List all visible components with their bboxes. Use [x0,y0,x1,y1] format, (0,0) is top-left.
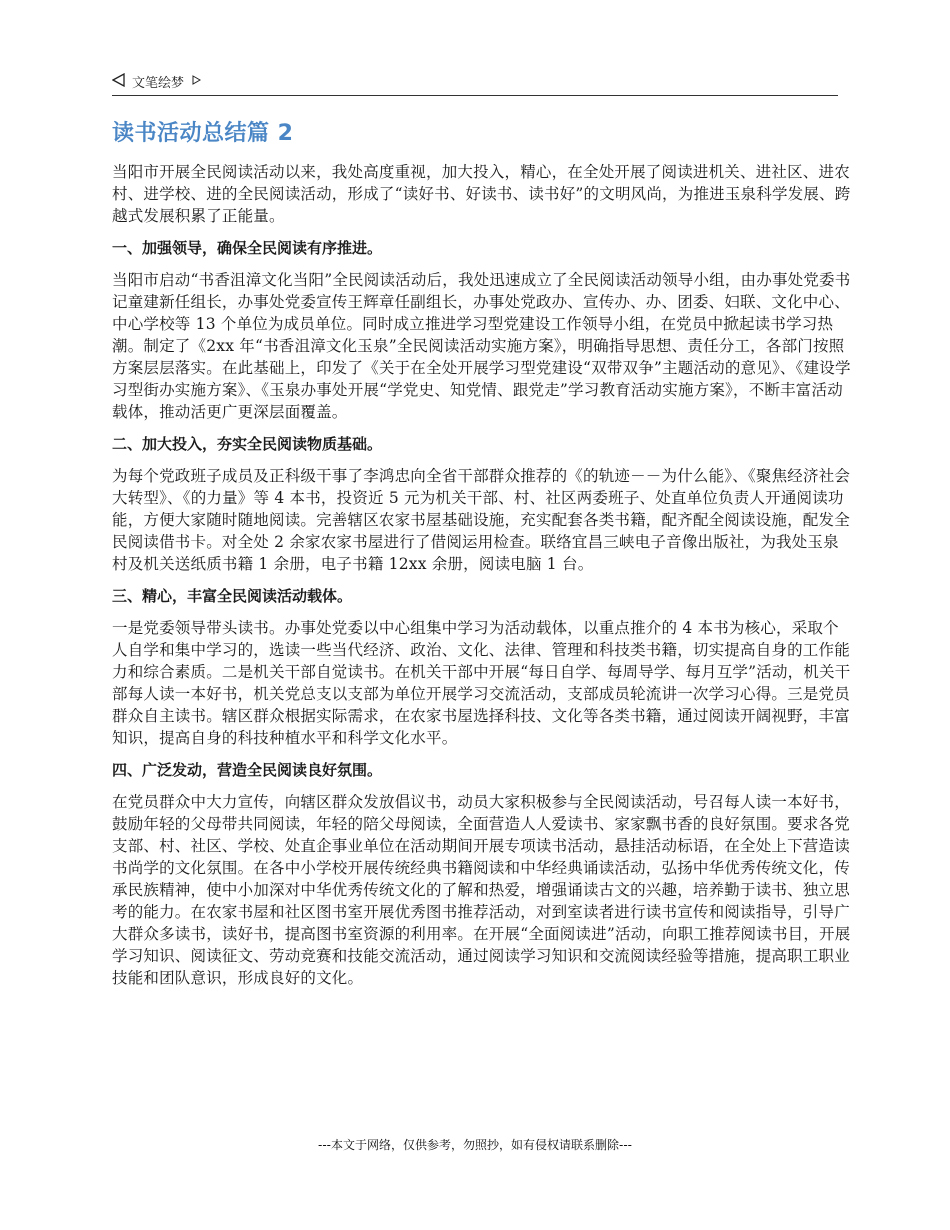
section-1-body: 当阳市启动“书香沮漳文化当阳”全民阅读活动后，我处迅速成立了全民阅读活动领导小组，由办事处党委书记童建新任组长，办事处党委宣传王辉章任副组长，办事处党政办、宣传办、办、团委、妇联、文化中心、中心学校等 13 个单位为成员单位。同时成立推进学习型党建设工作领导小组，在党员中掀起读书学习热潮。制定了《2xx 年“书香沮漳文化玉泉”全民阅读活动实施方案》，明确指导思想、责任分工，各部门按照方案层层落实。在此基础上，印发了《关于在全处开展学习型党建设“双带双争”主题活动的意见》、《建设学习型街办实施方案》、《玉泉办事处开展“学党史、知党情、跟党走”学习教育活动实施方案》，不断丰富活动载体，推动活更广更深层面覆盖。 [112,271,851,421]
document-body [112,112,852,999]
section-3-heading: 三、精心，丰富全民阅读活动载体。 [112,587,353,605]
page-header [112,72,838,97]
triangle-left-icon [112,73,126,91]
section-2-body: 为每个党政班子成员及正科级干事了李鸿忠向全省干部群众推荐的《的轨迹－－为什么能》、《聚焦经济社会大转型》、《的力量》等 4 本书，投资近 5 元为机关干部、村、社区两委班子、处直单位负责人开通阅读功能，方便大家随时随地阅读。完善辖区农家书屋基础设施，充实配套各类书籍，配齐配全阅读设施，配发全民阅读借书卡。对全处 2 余家农家书屋进行了借阅运用检查。联络宜昌三峡电子音像出版社，为我处玉泉村及机关送纸质书籍 1 余册，电子书籍 12xx 余册，阅读电脑 1 台。 [112,467,851,573]
section-4-heading: 四、广泛发动，营造全民阅读良好氛围。 [112,761,383,779]
section-2-heading: 二、加大投入，夯实全民阅读物质基础。 [112,435,383,453]
section-3-body: 一是党委领导带头读书。办事处党委以中心组集中学习为活动载体，以重点推介的 4 本书为核心，采取个人自学和集中学习的，选读一些当代经济、政治、文化、法律、管理和科技类书籍，切实提高自身的工作能力和综合素质。二是机关干部自觉读书。在机关干部中开展“每日自学、每周导学、每月互学”活动，机关干部每人读一本好书，机关党总支以支部为单位开展学习交流活动，支部成员轮流讲一次学习心得。三是党员群众自主读书。辖区群众根据实际需求，在农家书屋选择科技、文化等各类书籍，通过阅读开阔视野，丰富知识，提高自身的科技种植水平和科学文化水平。 [112,619,851,747]
section-1-heading: 一、加强领导，确保全民阅读有序推进。 [112,239,383,257]
page-footer-disclaimer: ---本文于网络，仅供参考，勿照抄，如有侵权请联系删除--- [318,1138,632,1152]
section-4-body: 在党员群众中大力宣传，向辖区群众发放倡议书，动员大家积极参与全民阅读活动，号召每人读一本好书，鼓励年轻的父母带共同阅读，年轻的陪父母阅读，全面营造人人爱读书、家家飘书香的良好氛围。要求各党支部、村、社区、学校、处直企事业单位在活动期间开展专项读书活动，悬挂活动标语，在全处上下营造读书尚学的文化氛围。在各中小学校开展传统经典书籍阅读和中华经典诵读活动，弘扬中华优秀传统文化，传承民族精神，使中小加深对中华优秀传统文化的了解和热爱，增强诵读古文的兴趣，培养勤于读书、独立思考的能力。在农家书屋和社区图书室开展优秀图书推荐活动，对到室读者进行读书宣传和阅读指导，引导广大群众多读书，读好书，提高图书室资源的利用率。在开展“全面阅读进”活动，向职工推荐阅读书目，开展学习知识、阅读征文、劳动竞赛和技能交流活动，通过阅读学习知识和交流阅读经验等措施，提高职工职业技能和团队意识，形成良好的文化。 [112,793,851,987]
header-brand: 文笔绘梦 [132,76,185,91]
header-divider [112,95,838,96]
document-title: 读书活动总结篇 2 [112,121,294,146]
triangle-right-icon [192,74,201,89]
intro-paragraph: 当阳市开展全民阅读活动以来，我处高度重视，加大投入，精心，在全处开展了阅读进机关、进社区、进农村、进学校、进的全民阅读活动，形成了“读好书、好读书、读书好”的文明风尚，为推进玉泉科学发展、跨越式发展积累了正能量。 [112,163,851,225]
